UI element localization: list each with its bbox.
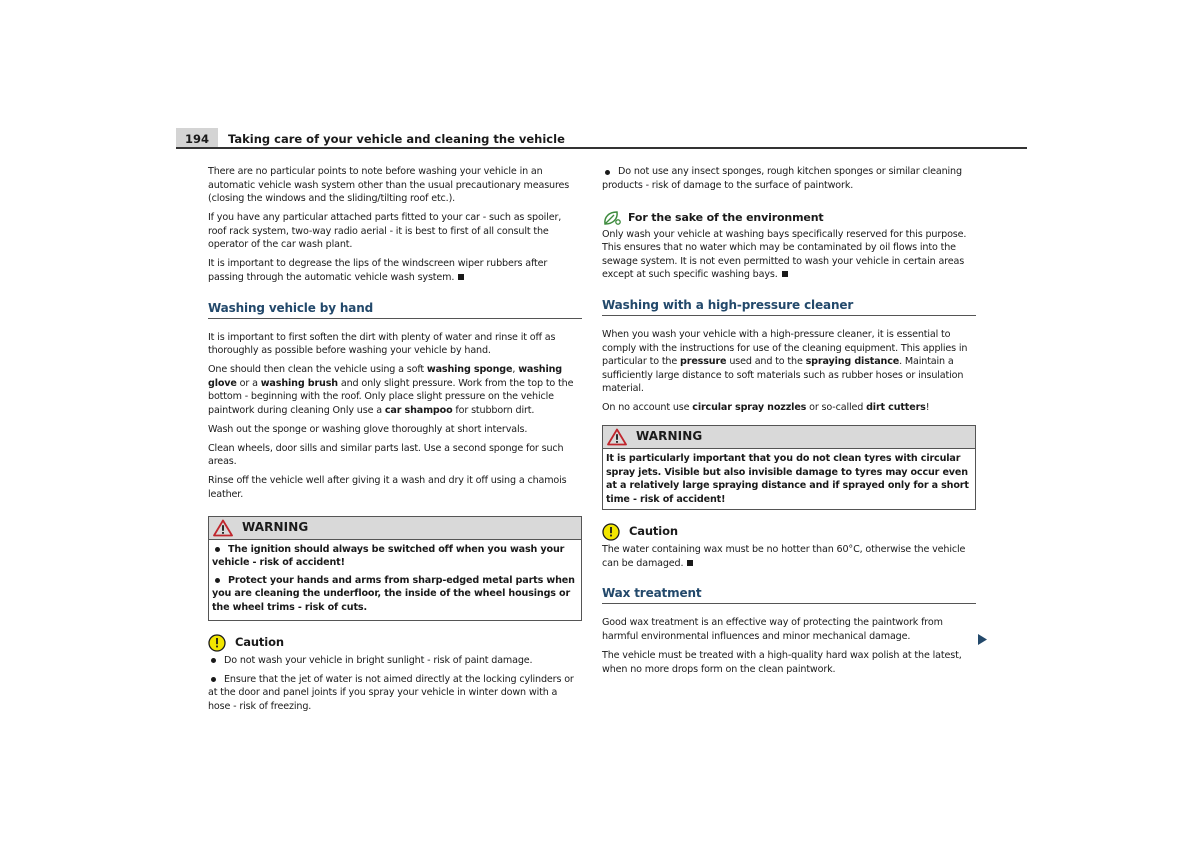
text-run: used and to the <box>726 356 806 368</box>
right-column <box>602 165 976 682</box>
bullet-icon <box>215 578 220 583</box>
warning-triangle-icon <box>213 519 233 537</box>
caution-item <box>208 654 582 668</box>
warning-title: WARNING <box>242 519 309 534</box>
section-heading-high-pressure: Washing with a high-pressure cleaner <box>602 298 976 316</box>
end-square-icon <box>458 274 464 280</box>
wax-paragraph: Good wax treatment is an effective way of protecting the paintwork from harmful environmental influences and minor mechanical damage. <box>602 617 943 643</box>
warning-body <box>209 540 581 620</box>
environment-header <box>602 209 976 227</box>
wax-paragraph: The vehicle must be treated with a high-quality hard wax polish at the latest, when no more drops form on the clean paintwork. <box>602 650 962 675</box>
environment-leaf-icon <box>602 210 622 226</box>
environment-title: For the sake of the environment <box>628 210 824 224</box>
bold-term: dirt cutters <box>866 402 926 414</box>
caution-item <box>208 673 582 714</box>
bold-term: circular spray nozzles <box>692 402 807 414</box>
bullet-icon <box>215 547 220 552</box>
caution-header <box>208 633 582 653</box>
high-pressure-paragraph <box>602 401 976 415</box>
caution-paragraph <box>602 543 976 570</box>
hand-paragraph <box>208 363 582 417</box>
bold-term: car shampoo <box>384 404 453 416</box>
caution-item-text: Ensure that the jet of water is not aimed directly at the locking cylinders or at the door and panel joints if you spray your vehicle in winter down with a hose - risk of freezing. <box>208 673 574 712</box>
hand-paragraph: Rinse off the vehicle well after giving it a wash and dry it off using a chamois leather. <box>208 475 567 501</box>
warning-item <box>212 543 578 570</box>
text-run: and only slight pressure. Work from the top to the bottom - beginning with the roof. Only place slight pressure on the vehicle paintwork during cleaning Only use a <box>208 377 574 416</box>
bullet-icon <box>211 677 216 682</box>
caution-item <box>602 165 976 192</box>
text-run: . Maintain a sufficiently large distance to soft materials such as rubber hoses or insulation material. <box>602 356 964 395</box>
warning-header <box>209 517 581 540</box>
paragraph-text: It is important to degrease the lips of the windscreen wiper rubbers after passing through the automatic vehicle wash system. <box>208 258 548 283</box>
warning-text: It is particularly important that you do not clean tyres with circular spray jets. Visible but also invisible damage to tyres may occur even at a relatively large spraying distance and if sprayed only for a short time - risk of accident! <box>606 452 969 505</box>
bold-term: washing glove <box>208 364 563 389</box>
section-heading-wax-treatment: Wax treatment <box>602 586 976 604</box>
caution-item-text: Do not use any insect sponges, rough kitchen sponges or similar cleaning products - risk of damage to the surface of paintwork. <box>602 166 962 191</box>
bullet-icon <box>211 658 216 663</box>
warning-body <box>603 449 975 509</box>
high-pressure-paragraph <box>602 328 976 396</box>
warning-item <box>212 574 578 615</box>
left-column <box>208 165 582 719</box>
environment-paragraph <box>602 228 976 282</box>
section-heading-washing-by-hand: Washing vehicle by hand <box>208 301 582 319</box>
page-number: 194 <box>176 128 218 149</box>
end-square-icon <box>782 271 788 277</box>
text-run: or so-called <box>806 402 867 414</box>
hand-paragraph: It is important to first soften the dirt with plenty of water and rinse it off as thoroughly as possible before washing your vehicle by hand. <box>208 331 556 357</box>
text-run: , <box>512 364 519 376</box>
caution-item-text: Do not wash your vehicle in bright sunlight - risk of paint damage. <box>224 654 533 666</box>
text-run: On no account use <box>602 402 693 414</box>
end-square-icon <box>687 560 693 566</box>
warning-item-text: The ignition should always be switched off when you wash your vehicle - risk of accident! <box>212 543 565 569</box>
warning-item-text: Protect your hands and arms from sharp-edged metal parts when you are cleaning the underfloor, the inside of the wheel housings or the wheel trims - risk of cuts. <box>212 574 575 613</box>
bold-term: washing sponge <box>426 364 513 376</box>
warning-header <box>603 426 975 449</box>
caution-title: Caution <box>235 634 284 649</box>
page-header <box>176 128 1027 150</box>
text-run: When you wash your vehicle with a high-pressure cleaner, it is essential to comply with the instructions for use of the cleaning equipment. This applies in particular to the <box>602 328 968 368</box>
warning-box <box>602 425 976 510</box>
exclamation-circle-icon <box>208 634 226 652</box>
hand-paragraph: Wash out the sponge or washing glove thoroughly at short intervals. <box>208 423 528 435</box>
continue-arrow-icon <box>978 634 987 645</box>
chapter-title: Taking care of your vehicle and cleaning the vehicle <box>228 132 565 146</box>
intro-paragraph <box>208 257 582 284</box>
hand-paragraph: Clean wheels, door sills and similar parts last. Use a second sponge for such areas. <box>208 442 564 468</box>
bullet-icon <box>605 170 610 175</box>
warning-box <box>208 516 582 621</box>
bold-term: spraying distance <box>805 356 900 368</box>
caution-header <box>602 522 976 542</box>
paragraph-text: The water containing wax must be no hotter than 60°C, otherwise the vehicle can be damaged. <box>602 544 966 569</box>
warning-title: WARNING <box>636 429 703 444</box>
warning-triangle-icon <box>607 428 627 446</box>
intro-paragraph: If you have any particular attached parts fitted to your car - such as spoiler, roof rack system, two-way radio aerial - it is best to first of all consult the operator of the car wash plant. <box>208 212 562 251</box>
bold-term: pressure <box>680 356 727 368</box>
exclamation-circle-icon <box>602 523 620 541</box>
caution-title: Caution <box>629 524 678 539</box>
text-run: One should then clean the vehicle using a soft <box>208 364 427 376</box>
paragraph-text: Only wash your vehicle at washing bays specifically reserved for this purpose. This ensures that no water which may be contaminated by oil flows into the sewage system. It is not even permitted to wash your vehicle in certain areas except at such specific washing bays. <box>602 228 967 281</box>
bold-term: washing brush <box>260 377 338 389</box>
header-rule <box>176 147 1027 149</box>
intro-paragraph: There are no particular points to note before washing your vehicle in an automatic vehicle wash system other than the usual precautionary measures (closing the windows and the sliding/tilting roof etc.). <box>208 166 570 205</box>
text-run: ! <box>925 402 930 414</box>
text-run: or a <box>236 377 261 389</box>
text-run: for stubborn dirt. <box>452 404 535 416</box>
